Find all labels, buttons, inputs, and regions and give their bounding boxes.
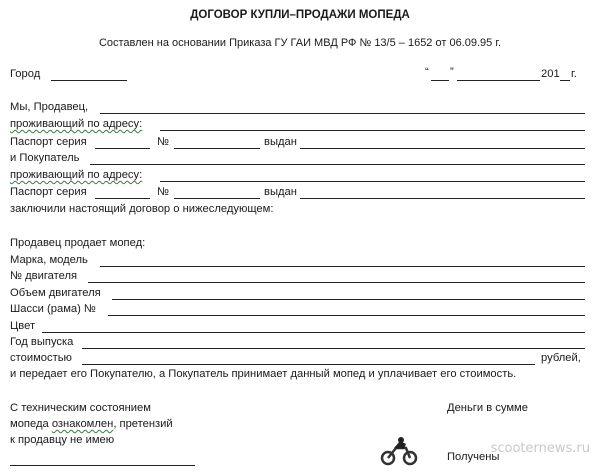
- scooter-logo-icon: [380, 436, 418, 466]
- seller-name-line: [100, 113, 585, 114]
- buyer-passport-no-label: №: [157, 186, 170, 198]
- seller-passport-no-label: №: [157, 136, 170, 148]
- buyer-issued-label: выдан: [264, 186, 297, 198]
- year-suffix: г.: [571, 68, 577, 80]
- year-prefix: 201: [541, 68, 560, 80]
- tech-state-moped-word: мопеда: [10, 418, 49, 430]
- buyer-address-line: [160, 181, 585, 182]
- buyer-passport-no-line: [174, 198, 260, 199]
- seller-address-line: [160, 130, 585, 131]
- buyer-signature-line: [10, 465, 195, 466]
- tech-state-line2: [10, 418, 173, 431]
- day-line: [431, 80, 449, 81]
- tech-state-acquainted-word: ознакомлен: [51, 418, 114, 430]
- seller-passport-label: Паспорт серия: [10, 136, 87, 148]
- rubles-label: рублей,: [541, 352, 581, 364]
- document-title: ДОГОВОР КУПЛИ–ПРОДАЖИ МОПЕДА: [190, 9, 410, 21]
- date-quote-open: “: [425, 66, 429, 78]
- tech-state-line1: С техническим состоянием: [10, 402, 151, 414]
- color-line: [42, 332, 585, 333]
- engine-no-label: № двигателя: [10, 270, 78, 282]
- seller-passport-series-line: [95, 148, 150, 149]
- buyer-issued-line: [300, 198, 585, 199]
- city-line: [51, 80, 127, 81]
- seller-address-label: проживающий по адресу:: [10, 118, 143, 130]
- received-label: Получены: [447, 451, 500, 463]
- chassis-line: [108, 315, 585, 316]
- city-label: Город: [10, 68, 41, 80]
- tech-state-line3: к продавцу не имею: [10, 434, 115, 446]
- chassis-label: Шасси (рама) №: [10, 303, 96, 315]
- engine-no-line: [88, 282, 585, 283]
- brand-label: Марка, модель: [10, 254, 88, 266]
- buyer-passport-series-line: [95, 198, 150, 199]
- date-quote-close: ”: [450, 66, 454, 78]
- buyer-label: и Покупатель: [10, 152, 80, 164]
- concluded-text: заключили настоящий договор о нижеследующем:: [10, 203, 274, 215]
- brand-line: [100, 266, 585, 267]
- seller-passport-no-line: [174, 148, 260, 149]
- seller-issued-label: выдан: [264, 136, 297, 148]
- year-line: [82, 348, 585, 349]
- engine-volume-label: Объем двигателя: [10, 287, 101, 299]
- seller-label: Мы, Продавец,: [10, 101, 89, 113]
- seller-issued-line: [300, 148, 585, 149]
- buyer-address-label: проживающий по адресу:: [10, 169, 143, 181]
- transfer-text: и передает его Покупателю, а Покупатель принимает данный мопед и уплачивает его стоимость.: [10, 368, 517, 380]
- buyer-passport-label: Паспорт серия: [10, 186, 87, 198]
- year-label: Год выпуска: [10, 336, 74, 348]
- cost-label: стоимостью: [10, 352, 72, 364]
- money-sum-label: Деньги в сумме: [447, 402, 528, 414]
- color-label: Цвет: [10, 320, 36, 332]
- year-line: [560, 80, 570, 81]
- cost-line: [82, 364, 535, 365]
- month-line: [457, 80, 540, 81]
- buyer-name-line: [90, 164, 585, 165]
- watermark-text: scooternews.ru: [490, 441, 590, 456]
- document-subtitle: Составлен на основании Приказа ГУ ГАИ МВД РФ № 13/5 – 1652 от 06.09.95 г.: [98, 37, 502, 49]
- engine-volume-line: [112, 299, 585, 300]
- seller-sells-text: Продавец продает мопед:: [10, 237, 146, 249]
- tech-state-claims-word: , претензий: [113, 418, 173, 430]
